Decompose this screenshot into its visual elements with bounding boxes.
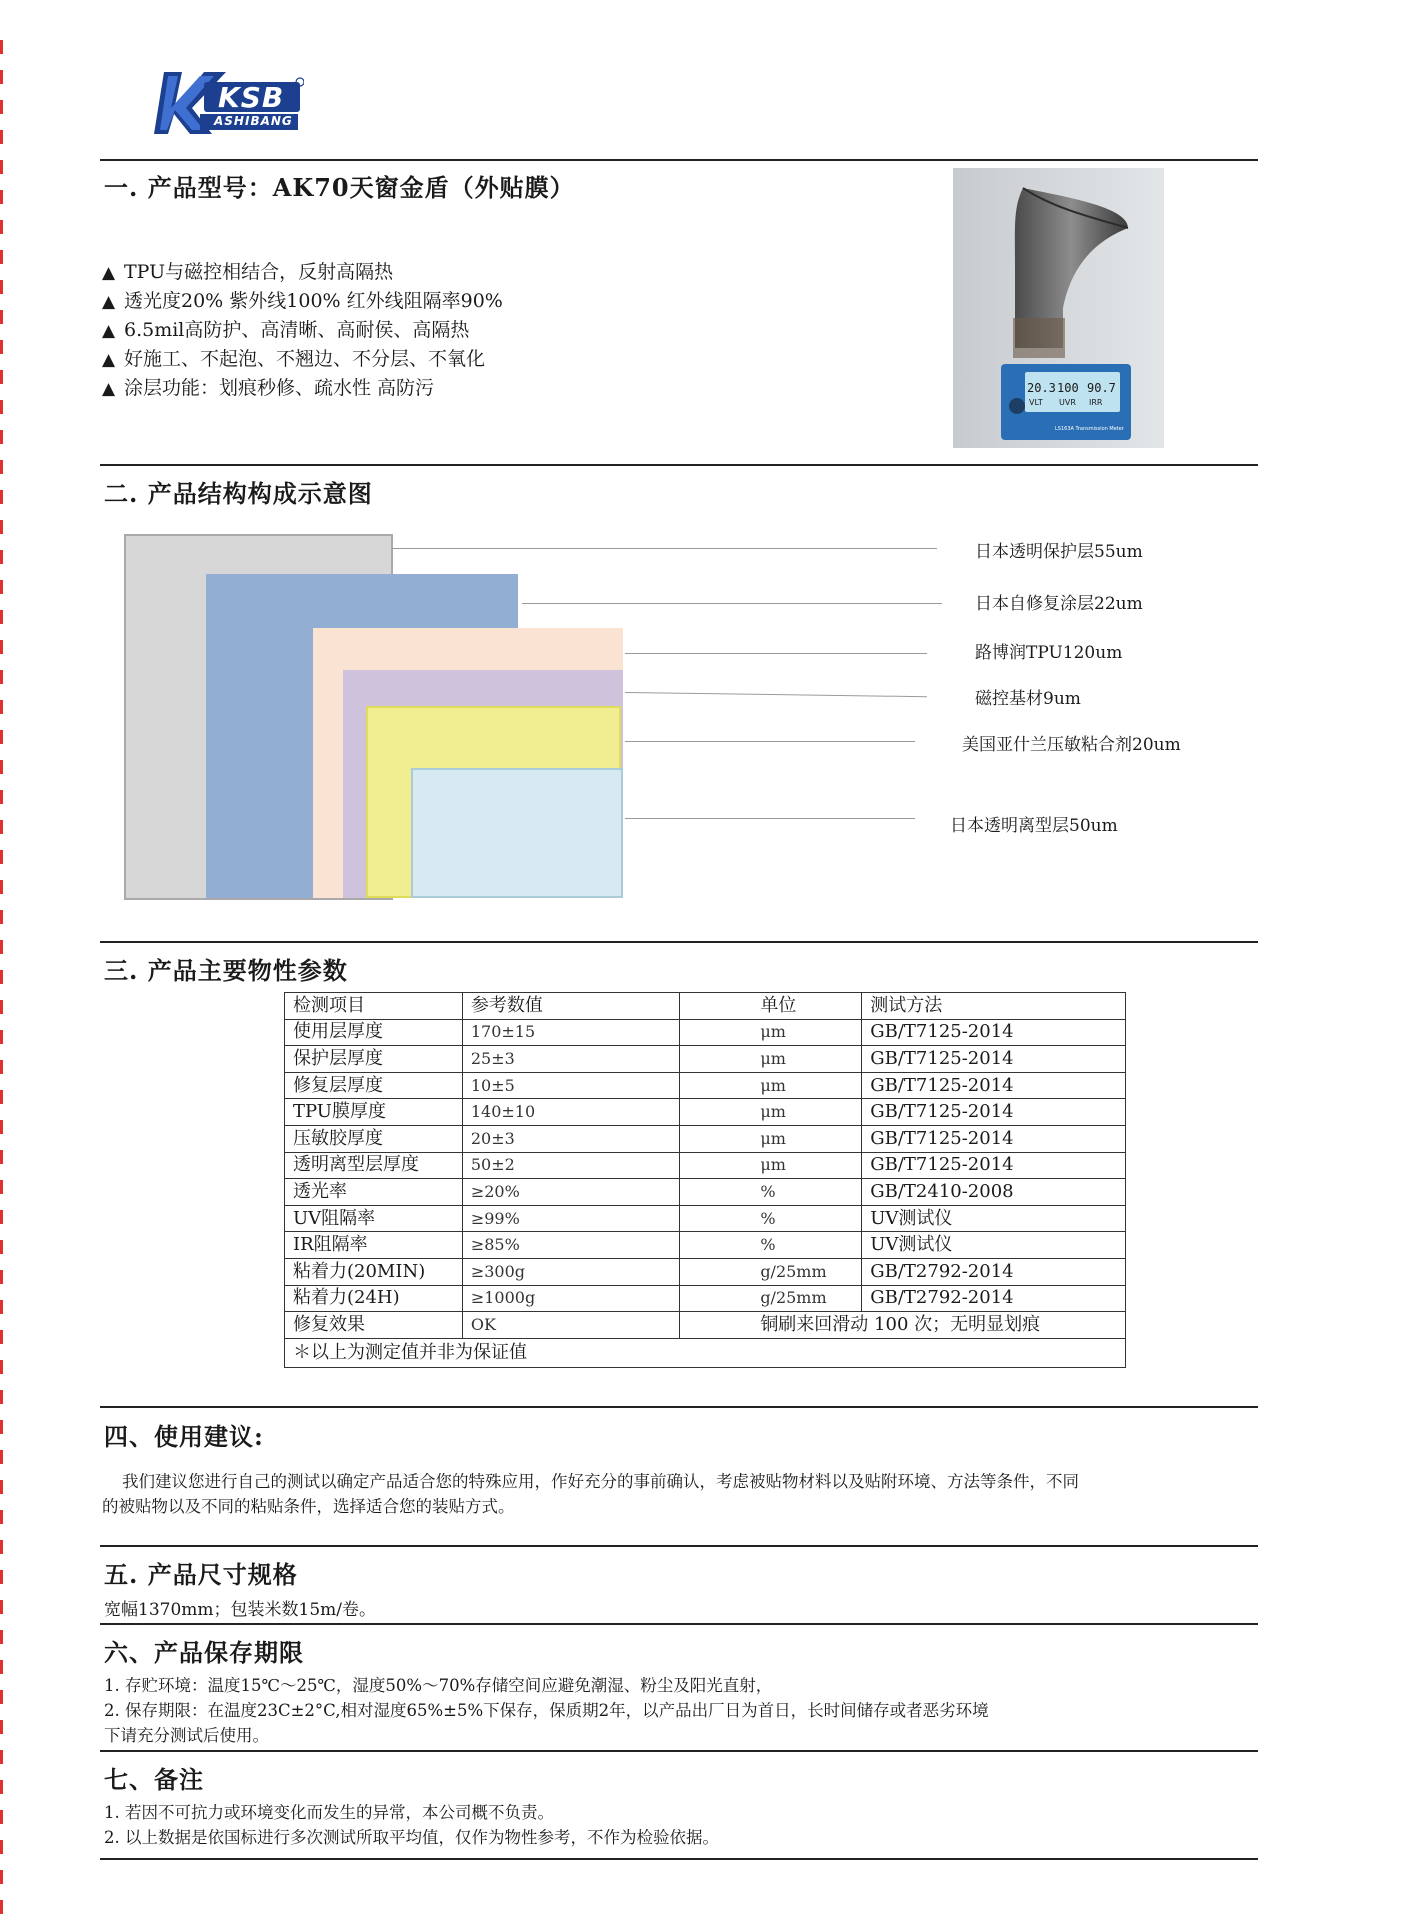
margin-dash [0, 190, 3, 204]
feature-item: ▲ 涂层功能：划痕秒修、疏水性 高防污 [102, 374, 503, 403]
margin-dash [0, 340, 3, 354]
table-cell: 170±15 [462, 1019, 679, 1046]
margin-dash [0, 1420, 3, 1434]
margin-dash [0, 1870, 3, 1884]
feature-list [102, 258, 503, 403]
triangle-bullet-icon: ▲ [102, 379, 116, 399]
layer-label: 美国亚什兰压敏粘合剂20um [962, 735, 1181, 755]
meter-vlt-label: VLT [1029, 398, 1043, 407]
table-row [285, 1285, 1126, 1312]
margin-dash [0, 1030, 3, 1044]
margin-dash [0, 1000, 3, 1014]
logo-sub: ASHIBANG [214, 114, 293, 128]
margin-dash [0, 1840, 3, 1854]
feature-item: ▲ 好施工、不起泡、不翘边、不分层、不氧化 [102, 345, 503, 374]
usage-line: 我们建议您进行自己的测试以确定产品适合您的特殊应用，作好充分的事前确认，考虑被贴物材料以及贴附环境、方法等条件，不同 [122, 1472, 1079, 1491]
table-cell: GB/T7125-2014 [862, 1125, 1126, 1152]
table-cell: 修复层厚度 [285, 1072, 463, 1099]
margin-dash [0, 130, 3, 144]
table-cell: ≥99% [462, 1205, 679, 1232]
table-row [285, 1072, 1126, 1099]
margin-dash [0, 1780, 3, 1794]
margin-dash [0, 1120, 3, 1134]
margin-dash [0, 610, 3, 624]
table-cell: GB/T7125-2014 [862, 1046, 1126, 1073]
usage-line: 的被贴物以及不同的粘贴条件，选择适合您的装贴方式。 [102, 1497, 515, 1516]
margin-dash [0, 1150, 3, 1164]
layer-label: 路博润TPU120um [975, 643, 1123, 663]
product-photo [953, 168, 1164, 448]
divider [100, 1406, 1258, 1408]
table-note-row [285, 1338, 1126, 1367]
margin-dash [0, 850, 3, 864]
triangle-bullet-icon: ▲ [102, 292, 116, 312]
meter-uvr-label: UVR [1059, 398, 1076, 407]
table-cell: GB/T2792-2014 [862, 1258, 1126, 1285]
margin-dash [0, 370, 3, 384]
margin-dash [0, 160, 3, 174]
table-cell: GB/T7125-2014 [862, 1099, 1126, 1126]
table-cell: 铜刷来回滑动 100 次；无明显划痕 [680, 1312, 1126, 1339]
table-cell: 粘着力(20MIN) [285, 1258, 463, 1285]
table-cell: 透明离型层厚度 [285, 1152, 463, 1179]
table-cell: 使用层厚度 [285, 1019, 463, 1046]
margin-dash [0, 1180, 3, 1194]
divider [100, 1858, 1258, 1860]
margin-dash [0, 1090, 3, 1104]
storage-line: 2. 保存期限：在温度23C±2°C,相对湿度65%±5%下保存，保质期2年，以产品出厂日为首日，长时间储存或者恶劣环境 [104, 1701, 989, 1720]
layer-label: 日本自修复涂层22um [975, 594, 1143, 614]
margin-dash [0, 220, 3, 234]
divider [100, 1545, 1258, 1547]
table-cell: UV阻隔率 [285, 1205, 463, 1232]
margin-dash [0, 280, 3, 294]
table-header-row [285, 993, 1126, 1020]
table-cell: μm [680, 1046, 862, 1073]
margin-dash [0, 1660, 3, 1674]
table-cell: 粘着力(24H) [285, 1285, 463, 1312]
table-cell: μm [680, 1152, 862, 1179]
divider [100, 1750, 1258, 1752]
margin-dash [0, 940, 3, 954]
table-cell: g/25mm [680, 1285, 862, 1312]
section4-title: 四、使用建议: [104, 1422, 264, 1451]
margin-dash [0, 880, 3, 894]
meter-irr-value: 90.7 [1087, 381, 1116, 395]
leader-line [522, 603, 942, 604]
margin-dash [0, 640, 3, 654]
divider [100, 464, 1258, 466]
table-row [285, 1152, 1126, 1179]
table-cell: GB/T7125-2014 [862, 1019, 1126, 1046]
margin-dash [0, 40, 3, 54]
table-cell: 保护层厚度 [285, 1046, 463, 1073]
table-cell: ≥300g [462, 1258, 679, 1285]
margin-dash [0, 1750, 3, 1764]
table-cell: 50±2 [462, 1152, 679, 1179]
table-cell: 25±3 [462, 1046, 679, 1073]
margin-dash [0, 1060, 3, 1074]
spec-table [284, 992, 1126, 1368]
table-cell: g/25mm [680, 1258, 862, 1285]
triangle-bullet-icon: ▲ [102, 321, 116, 341]
table-row [285, 1019, 1126, 1046]
leader-line [392, 548, 937, 549]
table-cell: % [680, 1179, 862, 1206]
section1-title: 一. 产品型号：AK70天窗金盾（外贴膜） [104, 173, 575, 202]
layer-release [411, 768, 623, 898]
margin-dash [0, 100, 3, 114]
leader-line [625, 818, 915, 819]
triangle-bullet-icon: ▲ [102, 350, 116, 370]
feature-item: ▲ 透光度20% 紫外线100% 红外线阻隔率90% [102, 287, 503, 316]
table-row [285, 1312, 1126, 1339]
storage-line: 1. 存贮环境：温度15℃～25℃，湿度50%～70%存储空间应避免潮湿、粉尘及阳光直射， [104, 1676, 773, 1695]
table-cell: 压敏胶厚度 [285, 1125, 463, 1152]
margin-dash [0, 1210, 3, 1224]
section6-title: 六、产品保存期限 [104, 1638, 304, 1667]
table-cell: GB/T2410-2008 [862, 1179, 1126, 1206]
margin-dash [0, 250, 3, 264]
margin-dash [0, 580, 3, 594]
margin-dash [0, 1480, 3, 1494]
margin-dash [0, 520, 3, 534]
triangle-bullet-icon: ▲ [102, 263, 116, 283]
margin-dash [0, 760, 3, 774]
table-row [285, 1205, 1126, 1232]
table-cell: GB/T7125-2014 [862, 1072, 1126, 1099]
margin-dash [0, 1900, 3, 1914]
margin-dash [0, 1570, 3, 1584]
remark-line: 2. 以上数据是依国标进行多次测试所取平均值，仅作为物性参考，不作为检验依据。 [104, 1828, 719, 1847]
table-cell: UV测试仪 [862, 1232, 1126, 1259]
margin-dash [0, 1540, 3, 1554]
table-cell: GB/T2792-2014 [862, 1285, 1126, 1312]
divider [100, 941, 1258, 943]
margin-dash [0, 460, 3, 474]
margin-dash [0, 1630, 3, 1644]
header-cell: 参考数值 [462, 993, 679, 1020]
table-row [285, 1232, 1126, 1259]
margin-dash [0, 70, 3, 84]
margin-dash [0, 790, 3, 804]
header-cell: 检测项目 [285, 993, 463, 1020]
margin-dash [0, 670, 3, 684]
table-row [285, 1099, 1126, 1126]
table-cell: 20±3 [462, 1125, 679, 1152]
table-cell: GB/T7125-2014 [862, 1152, 1126, 1179]
layer-label: 日本透明保护层55um [975, 542, 1143, 562]
margin-dash [0, 1720, 3, 1734]
table-row [285, 1125, 1126, 1152]
header-cell: 单位 [680, 993, 862, 1020]
divider [100, 159, 1258, 161]
table-cell: OK [462, 1312, 679, 1339]
table-cell: 透光率 [285, 1179, 463, 1206]
divider [100, 1623, 1258, 1625]
meter-uvr-value: 100 [1057, 381, 1079, 395]
feature-item: ▲ TPU与磁控相结合，反射高隔热 [102, 258, 503, 287]
table-cell: ≥85% [462, 1232, 679, 1259]
section3-title: 三. 产品主要物性参数 [104, 956, 348, 985]
margin-dash [0, 550, 3, 564]
margin-dash [0, 730, 3, 744]
margin-dash [0, 490, 3, 504]
table-row [285, 1179, 1126, 1206]
margin-dash [0, 310, 3, 324]
header-cell: 测试方法 [862, 993, 1126, 1020]
table-cell: TPU膜厚度 [285, 1099, 463, 1126]
margin-dash [0, 400, 3, 414]
table-cell: IR阻隔率 [285, 1232, 463, 1259]
table-cell: μm [680, 1125, 862, 1152]
table-row [285, 1258, 1126, 1285]
feature-item: ▲ 6.5mil高防护、高清晰、高耐侯、高隔热 [102, 316, 503, 345]
margin-dash [0, 1270, 3, 1284]
table-row [285, 1046, 1126, 1073]
margin-dash [0, 1510, 3, 1524]
table-cell: % [680, 1205, 862, 1232]
ksb-logo [154, 64, 304, 140]
size-spec: 宽幅1370mm；包装米数15m/卷。 [104, 1600, 376, 1620]
layer-label: 日本透明离型层50um [950, 816, 1118, 836]
table-cell: % [680, 1232, 862, 1259]
meter-caption: LS163A Transmission Meter [1055, 426, 1124, 432]
meter-vlt-value: 20.3 [1027, 381, 1056, 395]
table-cell: ≥20% [462, 1179, 679, 1206]
margin-dash [0, 1390, 3, 1404]
margin-dash [0, 820, 3, 834]
margin-dash [0, 910, 3, 924]
logo-brand: KSB [218, 81, 285, 114]
table-cell: μm [680, 1072, 862, 1099]
table-cell: 140±10 [462, 1099, 679, 1126]
margin-dash [0, 970, 3, 984]
table-note: ＊以上为测定值并非为保证值 [285, 1338, 1126, 1367]
leader-line [625, 692, 927, 697]
storage-line: 下请充分测试后使用。 [104, 1726, 269, 1745]
table-cell: μm [680, 1019, 862, 1046]
layer-label: 磁控基材9um [975, 689, 1081, 709]
table-cell: ≥1000g [462, 1285, 679, 1312]
table-cell: UV测试仪 [862, 1205, 1126, 1232]
meter-irr-label: IRR [1089, 398, 1103, 407]
remark-line: 1. 若因不可抗力或环境变化而发生的异常，本公司概不负责。 [104, 1803, 554, 1822]
margin-dash [0, 1600, 3, 1614]
section2-title: 二. 产品结构构成示意图 [104, 479, 373, 508]
margin-dash [0, 430, 3, 444]
table-cell: 修复效果 [285, 1312, 463, 1339]
margin-dash [0, 1690, 3, 1704]
margin-dash [0, 1300, 3, 1314]
section5-title: 五. 产品尺寸规格 [104, 1560, 298, 1589]
leader-line [625, 741, 915, 742]
margin-dash [0, 1360, 3, 1374]
margin-dash [0, 1240, 3, 1254]
margin-dash [0, 1330, 3, 1344]
margin-dash [0, 1450, 3, 1464]
margin-dash [0, 1810, 3, 1824]
leader-line [625, 653, 927, 654]
table-cell: 10±5 [462, 1072, 679, 1099]
table-cell: μm [680, 1099, 862, 1126]
margin-dash [0, 700, 3, 714]
section7-title: 七、备注 [104, 1765, 204, 1794]
